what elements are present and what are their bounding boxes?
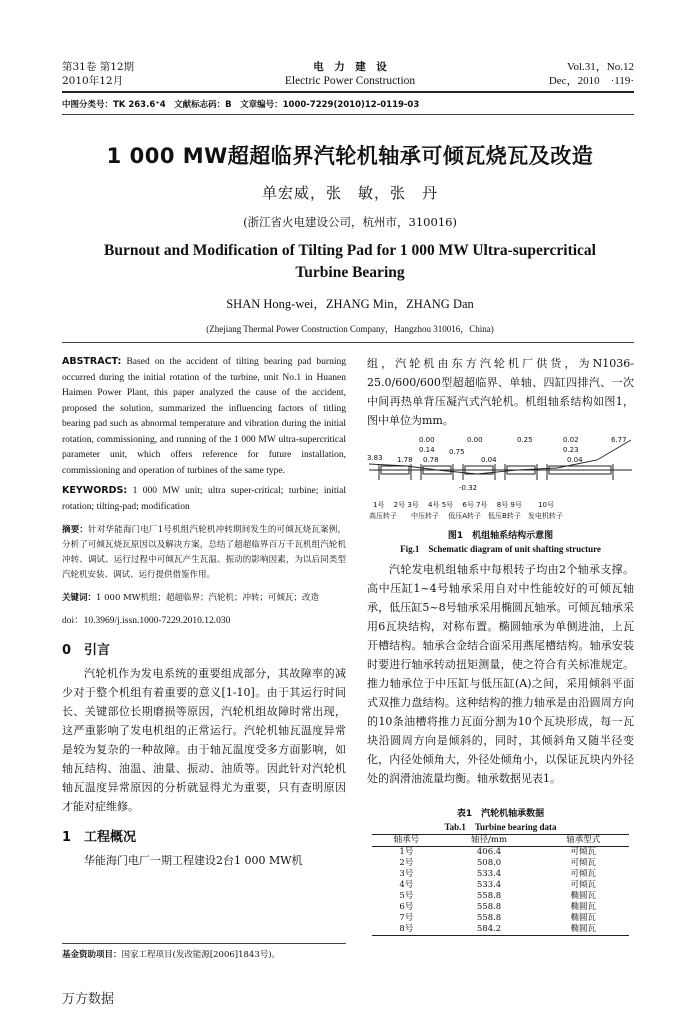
table-row xyxy=(372,858,629,869)
figure-1-caption-cn: 图1 机组轴系结构示意图 xyxy=(447,531,554,541)
table-cell: 椭圆瓦 xyxy=(537,924,629,936)
fig-value-7: 0.00 xyxy=(467,436,483,444)
fig-value-9: -0.32 xyxy=(459,484,478,492)
table-cell: 406.4 xyxy=(476,847,502,857)
table-cell: 椭圆瓦 xyxy=(570,902,596,912)
affiliation-cn: (浙江省火电建设公司，杭州市，310016) xyxy=(243,215,457,229)
table-row xyxy=(372,891,629,902)
fig-value-1: 3.83 xyxy=(367,454,383,462)
keywords-en-label: KEYWORDS: xyxy=(62,485,128,496)
table-1 xyxy=(372,834,629,936)
date-cn: 2010年12月 xyxy=(62,75,124,87)
fig-value-3: 0.00 xyxy=(419,436,435,444)
table-row xyxy=(372,924,629,936)
shafting-diagram xyxy=(367,434,634,496)
table-row xyxy=(372,902,629,913)
left-column xyxy=(62,354,346,870)
table-cell: 8号 xyxy=(372,924,441,936)
table-header-cell: 轴承号 xyxy=(372,835,441,847)
journal-name-en: Electric Power Construction xyxy=(284,75,416,87)
abstract-en-text: Based on the accident of tilting bearing pad burning occurred during the initial rotation of the turbine, unit No.1 in Huanen Haimen Power Plant, this paper analyzed the cause of the accident, proposed the solution, summarized the influencing factors of titling bearing pad such as abnormal temperature and vibration during the initial rotation, commissioning, and running of the 1 000 MW ultra-supercritical parameter unit, which offers reference for future installation, commissioning and operation of turbines of the same type. xyxy=(62,357,346,476)
authors-cn: 单宏威，张 敏，张 丹 xyxy=(261,184,438,202)
table-cell: 椭圆瓦 xyxy=(570,891,596,901)
table-cell: 椭圆瓦 xyxy=(570,913,596,923)
fig-value-5: 0.78 xyxy=(423,456,439,464)
title-rule xyxy=(62,342,634,343)
fig-value-8: 0.04 xyxy=(481,456,497,464)
table-cell: 7号 xyxy=(399,913,414,923)
page-number: ·119· xyxy=(610,75,634,87)
doi: doi：10.3969/j.issn.1000-7229.2010.12.030 xyxy=(62,616,231,626)
table-cell: 可倾瓦 xyxy=(570,880,596,890)
fig-value-14: 6.77 xyxy=(611,436,627,444)
table-row xyxy=(372,880,629,891)
table-row xyxy=(372,869,629,880)
abstract-cn xyxy=(62,523,346,583)
section1-title: 1 工程概况 xyxy=(62,830,137,845)
table-cell: 558.8 xyxy=(476,913,502,923)
date-en: Dec，2010 xyxy=(548,75,600,87)
fig-value-12: 0.23 xyxy=(563,446,579,454)
table-cell: 3号 xyxy=(399,869,414,879)
bearing-data-table xyxy=(372,834,629,936)
header-rule xyxy=(62,91,634,93)
classification-line: 中图分类号：TK 263.6⁺4 文献标志码：B 文章编号：1000-7229(2010)12-0119-03 xyxy=(62,100,420,110)
table-cell: 可倾瓦 xyxy=(570,847,596,857)
header-left xyxy=(62,60,202,88)
section0-text: 汽轮机作为发电系统的重要组成部分，其故障率的减少对于整个机组有着重要的意义[1-10]。由于其运行时间长、关键部位长期磨损等原因，汽轮机组故障时常出现，这严重影响了发电机组的正常运行。汽轮机轴瓦温度异常是较为复杂的一种故障。由于轴瓦温度受多方面影响，如轴瓦结构、油温、油量、振动、油质等。因此针对汽轮机轴瓦温度异常原因的分析就显得尤为重要，只有查明原因才能对症维修。 xyxy=(62,667,346,813)
table-row xyxy=(372,847,629,859)
volume-en: Vol.31，No.12 xyxy=(566,61,634,73)
table-cell: 558.8 xyxy=(476,891,502,901)
fig-value-2: 1.78 xyxy=(397,456,413,464)
fig-value-6: 0.75 xyxy=(449,448,465,456)
abstract-en-label: ABSTRACT: xyxy=(62,356,122,367)
table-cell: 558.8 xyxy=(476,902,502,912)
volume-cn: 第31卷 第12期 xyxy=(62,61,135,73)
header-center xyxy=(200,60,500,88)
fig-value-13: 0.04 xyxy=(567,456,583,464)
table-header-cell: 轴径/mm xyxy=(441,835,538,847)
fig-value-10: 0.25 xyxy=(517,436,533,444)
funding-text: 国家工程项目(发改能源[2006]1843号)。 xyxy=(121,950,281,960)
abstract-cn-text: 针对华能海门电厂1号机组汽轮机冲转期间发生的可倾瓦烧瓦案例，分析了可倾瓦烧瓦原因以及解决方案，总结了超超临界百万千瓦机组汽轮机冲转、调试、运行过程中可倾瓦产生瓦温、振动的影响因素，为以后同类型汽轮机安装、调试、运行提供借鉴作用。 xyxy=(62,525,346,580)
keywords-cn xyxy=(62,591,346,606)
table-header-row xyxy=(372,835,629,847)
table-1-caption-en: Tab.1 Turbine bearing data xyxy=(444,822,557,832)
keywords-en-text: 1 000 MW unit; ultra super-critical; turbine; initial rotation; tilting-pad; modification xyxy=(62,486,346,512)
fig-value-11: 0.02 xyxy=(563,436,579,444)
keywords-cn-label: 关键词： xyxy=(62,593,97,603)
watermark: 万方数据 xyxy=(62,992,115,1007)
abstract-cn-label: 摘要： xyxy=(62,525,89,535)
title-cn: 1 000 MW超超临界汽轮机轴承可倾瓦烧瓦及改造 xyxy=(106,144,594,168)
affiliation-en: (Zhejiang Thermal Power Construction Company，Hangzhou 310016，China) xyxy=(206,324,494,334)
title-en xyxy=(0,240,700,284)
table-cell: 1号 xyxy=(399,847,414,857)
right-para-1: 组，汽轮机由东方汽轮机厂供货，为N1036-25.0/600/600型超超临界、单轴、四缸四排汽、一次中间再热单背压凝汽式汽轮机。机组轴系结构如图1，图中单位为mm。 xyxy=(367,357,634,427)
header-right xyxy=(500,60,634,88)
table-cell: 2号 xyxy=(399,858,414,868)
journal-name-cn: 电 力 建 设 xyxy=(313,61,387,73)
section0-title: 0 引言 xyxy=(62,643,111,658)
authors-en: SHAN Hong-wei，ZHANG Min，ZHANG Dan xyxy=(226,297,474,311)
fig-value-4: 0.14 xyxy=(419,446,435,454)
classification-rule xyxy=(62,114,634,115)
table-row xyxy=(372,913,629,924)
right-para-2: 汽轮发电机组轴系中每根转子均由2个轴承支撑。高中压缸1~4号轴承采用自对中性能较好的可倾瓦轴承，低压缸5~8号轴承采用椭圆瓦轴承。可倾瓦轴承采用6瓦块结构，对称布置。椭圆轴承为单侧进油，上瓦开槽结构。轴承合金结合面采用燕尾槽结构。轴承安装时要进行轴承转动扭矩测量，使之符合有关标准规定。推力轴承位于中压缸与低压缸(A)之间，采用倾斜平面式双推力盘结构。这种结构的推力轴承是由沿圆周方向的10条油槽将推力瓦面分割为10个瓦块形成，每一瓦块沿圆周方向是倾斜的，同时，其倾斜角又随半径变化，内径处倾角大，外径处倾角小，以保证瓦块内外径处的润滑油流量均衡。轴承数据见表1。 xyxy=(367,563,634,785)
table-cell: 4号 xyxy=(399,880,414,890)
table-1-caption-cn: 表1 汽轮机轴承数据 xyxy=(456,809,545,819)
table-cell: 508.0 xyxy=(476,858,502,868)
table-cell: 533.4 xyxy=(476,880,502,890)
offset-labels xyxy=(367,436,627,492)
funding-note xyxy=(62,948,346,963)
table-cell: 584.2 xyxy=(441,924,538,936)
section1-text: 华能海门电厂一期工程建设2台1 000 MW机 xyxy=(84,854,303,867)
funding-label: 基金资助项目： xyxy=(62,950,122,960)
rotor-name-labels: 高压转子 中压转子 低压A转子 低压B转子 发电机转子 xyxy=(369,512,563,520)
footnote-rule xyxy=(62,943,346,944)
table-cell: 533.4 xyxy=(476,869,502,879)
keywords-en xyxy=(62,483,346,515)
table-cell: 6号 xyxy=(399,902,414,912)
title-en-line1: Burnout and Modification of Tilting Pad for 1 000 MW Ultra-supercritical xyxy=(104,242,596,259)
table-cell: 5号 xyxy=(399,891,414,901)
figure-1 xyxy=(367,434,634,524)
table-cell: 可倾瓦 xyxy=(570,858,596,868)
keywords-cn-text: 1 000 MW机组；超超临界；汽轮机；冲转；可倾瓦；改造 xyxy=(96,593,319,603)
figure-1-caption-en: Fig.1 Schematic diagram of unit shafting structure xyxy=(400,544,601,554)
table-header-cell: 轴承型式 xyxy=(537,835,629,847)
abstract-en xyxy=(62,354,346,479)
title-en-line2: Turbine Bearing xyxy=(295,264,405,281)
table-cell: 可倾瓦 xyxy=(570,869,596,879)
bearing-number-labels: 1号 2号 3号 4号 5号 6号 7号 8号 9号 10号 xyxy=(373,501,555,509)
